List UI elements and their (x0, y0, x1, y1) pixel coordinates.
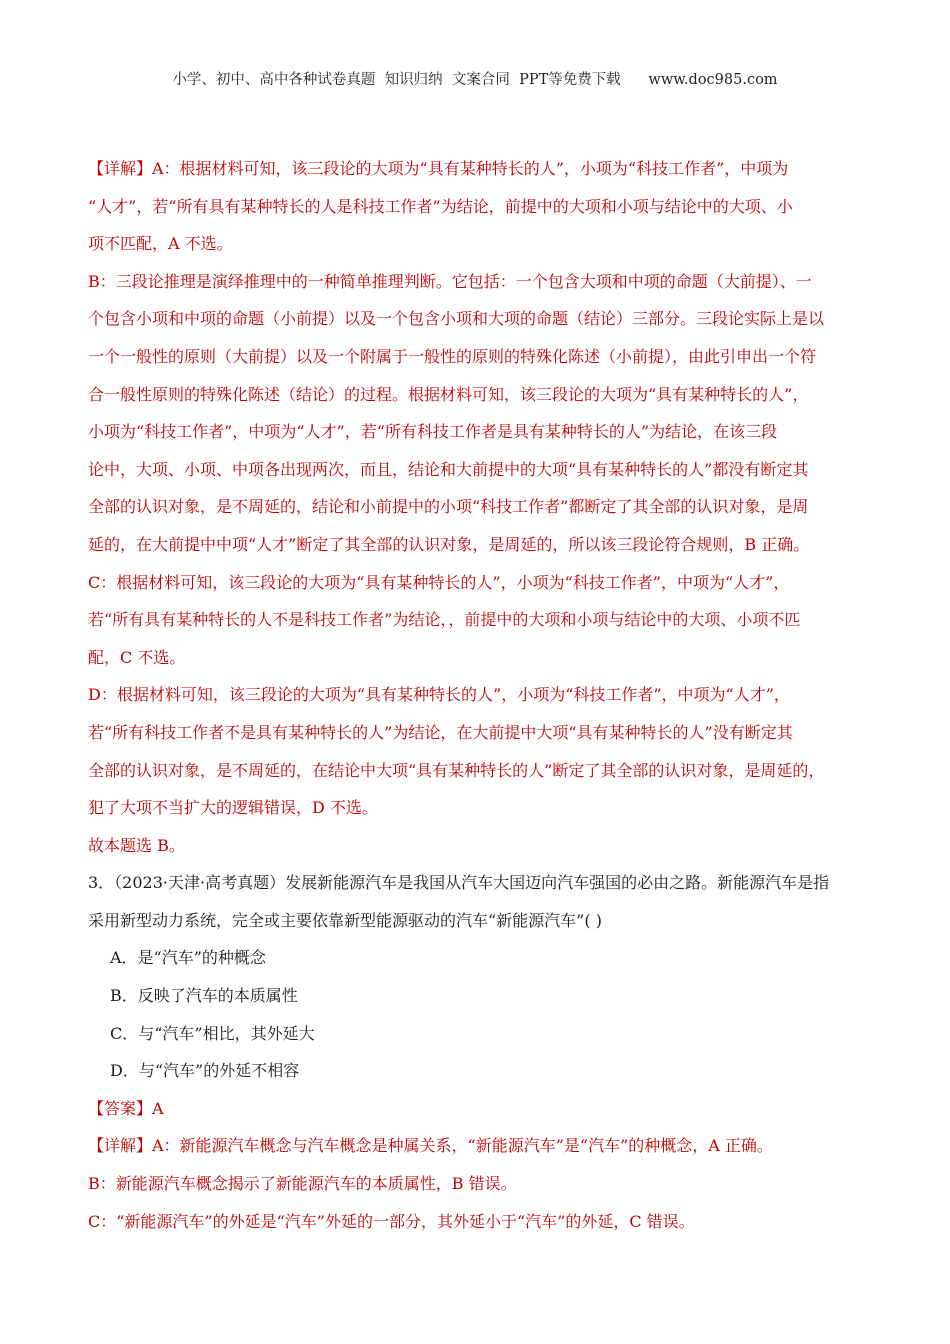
explanation-line: 延的，在大前提中中项“人才”断定了其全部的认识对象，是周延的，所以该三段论符合规则，B 正确。 (88, 534, 810, 554)
page-header: 小学、初中、高中各种试卷真题 知识归纳 文案合同 PPT等免费下载 www.doc985.com (172, 72, 778, 88)
previous-explanation (88, 150, 863, 864)
explanation-line: 【详解】A：新能源汽车概念与汽车概念是种属关系，“新能源汽车”是“汽车”的种概念，A 正确。 (88, 1136, 773, 1156)
explanation-line: C：根据材料可知，该三段论的大项为“具有某种特长的人”，小项为“科技工作者”，中项为“人才”， (88, 572, 790, 592)
explanation-line: 合一般性原则的特殊化陈述（结论）的过程。根据材料可知，该三段论的大项为“具有某种特长的人”， (88, 384, 809, 404)
answer-value: A (152, 1098, 164, 1118)
explanation-line: 项不匹配，A 不选。 (88, 234, 233, 254)
answer-line (88, 1090, 863, 1128)
explanation-line: C：“新能源汽车”的外延是“汽车”外延的一部分，其外延小于“汽车”的外延，C 错误。 (88, 1211, 695, 1231)
option-c: C．与“汽车”相比，其外延大 (110, 1023, 315, 1043)
new-explanation (88, 1127, 863, 1240)
explanation-line: 配，C 不选。 (88, 647, 186, 667)
conclusion-line: 故本题选 B。 (88, 835, 185, 855)
option-a: A．是“汽车”的种概念 (110, 948, 266, 968)
explanation-line: D：根据材料可知，该三段论的大项为“具有某种特长的人”，小项为“科技工作者”，中项为“人才”， (88, 685, 790, 705)
explanation-line: 全部的认识对象，是不周延的，结论和小前提中的小项“科技工作者”都断定了其全部的认识对象，是周 (88, 497, 809, 517)
explanation-line: 若“所有具有某种特长的人不是科技工作者”为结论，，前提中的大项和小项与结论中的大项、小项不匹 (88, 610, 801, 630)
option-b: B．反映了汽车的本质属性 (110, 986, 298, 1006)
answer-label: 【答案】 (88, 1098, 153, 1118)
explanation-line: 若“所有科技工作者不是具有某种特长的人”为结论，在大前提中大项“具有某种特长的人”没有断定其 (88, 722, 793, 742)
explanation-line: 一个一般性的原则（大前提）以及一个附属于一般性的原则的特殊化陈述（小前提），由此引申出一个符 (88, 346, 817, 366)
question-3 (88, 864, 863, 1090)
explanation-line: 小项为“科技工作者”，中项为“人才”，若“所有科技工作者是具有某种特长的人”为结论，在该三段 (88, 422, 778, 442)
explanation-line: “人才”，若“所有具有某种特长的人是科技工作者”为结论，前提中的大项和小项与结论中的大项、小 (88, 196, 793, 216)
document-body (88, 150, 863, 1240)
question-stem-line: 采用新型动力系统，完全或主要依靠新型能源驱动的汽车“新能源汽车”( ) (88, 910, 602, 930)
option-d: D．与“汽车”的外延不相容 (110, 1061, 300, 1081)
question-stem-line: 3．（2023·天津·高考真题）发展新能源汽车是我国从汽车大国迈向汽车强国的必由之路。新能源汽车是指 (88, 873, 830, 893)
explanation-line: 【详解】A：根据材料可知，该三段论的大项为“具有某种特长的人”，小项为“科技工作者”，中项为 (88, 159, 789, 178)
explanation-line: 全部的认识对象，是不周延的，在结论中大项“具有某种特长的人”断定了其全部的认识对象，是周延的， (88, 760, 825, 780)
explanation-line: 犯了大项不当扩大的逻辑错误，D 不选。 (88, 798, 378, 818)
explanation-line: 个包含小项和中项的命题（小前提）以及一个包含小项和大项的命题（结论）三部分。三段论实际上是以 (88, 309, 825, 329)
explanation-line: B：新能源汽车概念揭示了新能源汽车的本质属性，B 错误。 (88, 1174, 517, 1194)
explanation-line: 论中，大项、小项、中项各出现两次，而且，结论和大前提中的大项“具有某种特长的人”都没有断定其 (88, 459, 809, 479)
explanation-line: B：三段论推理是演绎推理中的一种简单推理判断。它包括：一个包含大项和中项的命题（大前提）、一 (88, 271, 812, 291)
